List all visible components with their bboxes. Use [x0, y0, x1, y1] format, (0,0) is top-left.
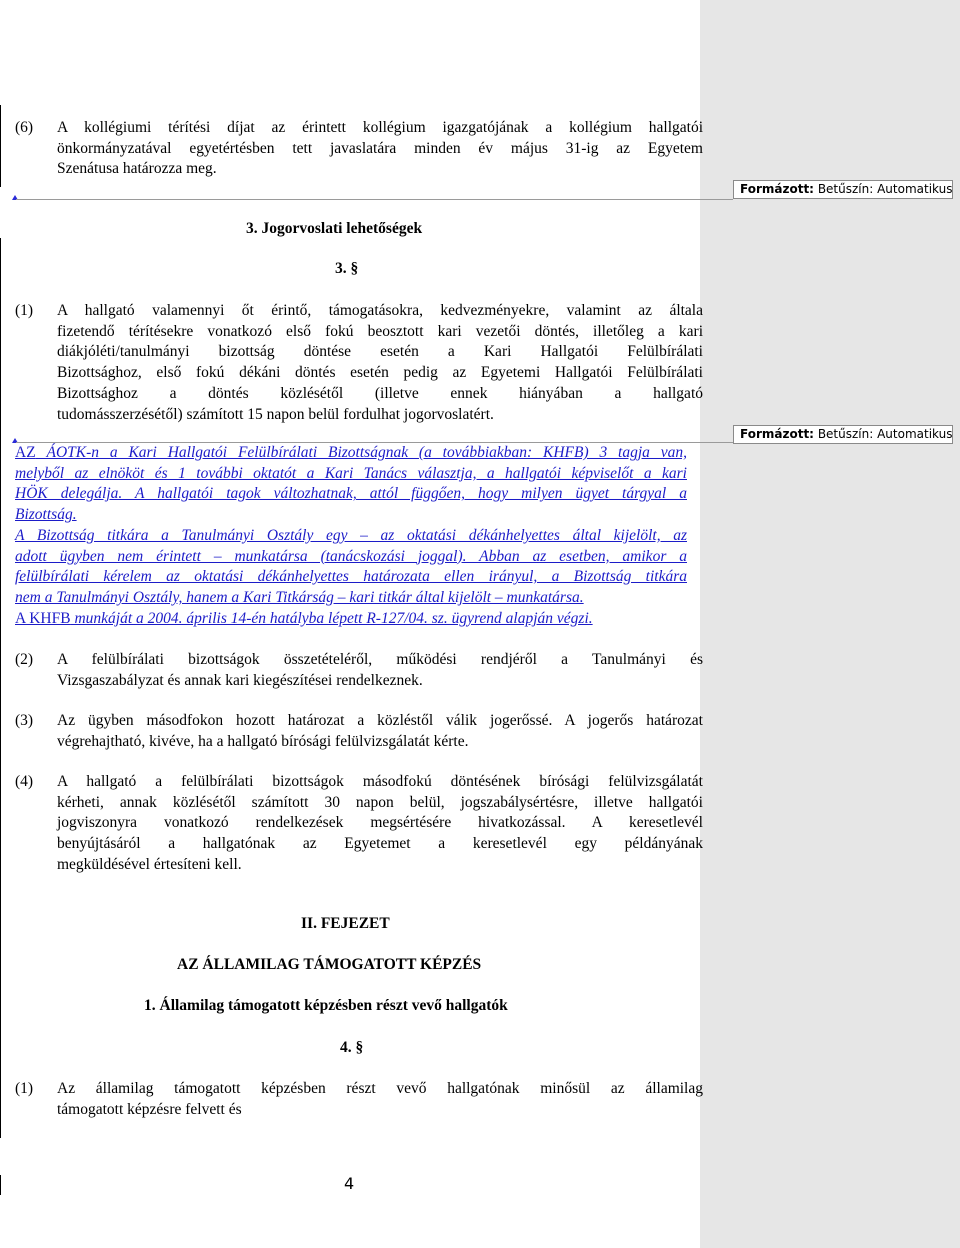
format-balloon[interactable]: [733, 425, 953, 444]
text-line: kérheti, annak közlésétől számított 30 napon belül, jogszabálysértésre, illetve hallgatói: [57, 793, 703, 811]
text-line: Bizottsághoz, első fokú dékáni döntés esetén pedig az Egyetemi Hallgatói Felülbírálati: [57, 364, 703, 382]
text-line: diákjóléti/tanulmányi bizottság döntése esetén a Kari Hallgatói Felülbírálati: [57, 343, 703, 361]
text-line: benyújtásáról a hallgatónak az Egyetemet a keresetlevél egy példányának: [57, 835, 703, 853]
inserted-line: adott ügyben nem érintett – munkatársa (tanácskozási joggal). Abban az esetben, amikor a: [15, 547, 687, 565]
balloon-value: Betűszín: Automatikus: [817, 182, 953, 196]
change-bar: [0, 1175, 1, 1195]
change-bar: [0, 238, 1, 1138]
change-bar: [0, 105, 1, 187]
inserted-line: felülbírálati kérelem az oktatási dékánhelyettes határozata ellen irányul, a Bizottság titkára: [15, 568, 687, 586]
chapter-title: AZ ÁLLAMILAG TÁMOGATOTT KÉPZÉS: [177, 956, 482, 973]
inserted-line: Bizottság.: [15, 506, 77, 524]
inserted-line: nem a Tanulmányi Osztály, hanem a Kari Titkárság – kari titkár által kijelölt – munkatársa.: [15, 588, 584, 606]
inserted-line: [15, 443, 687, 464]
inserted-line: melyből az elnököt és 1 további oktatót a Kari Tanács választja, a hallgatói képviselőt a kari: [15, 464, 687, 482]
balloon-value: Betűszín: Automatikus: [817, 427, 953, 441]
paragraph-number: (1): [15, 1080, 34, 1097]
text-line: támogatott képzésre felvett és: [57, 1100, 242, 1118]
subsection-title: 1. Államilag támogatott képzésben részt vevő hallgatók: [144, 997, 508, 1014]
text-line: A kollégiumi térítési díjat az érintett kollégium igazgatójának a kollégium hallgatói: [57, 119, 703, 136]
balloon-label: Formázott:: [740, 182, 814, 196]
inserted-line: [15, 609, 687, 630]
inserted-text: munkáját a 2004. április 14-én hatályba lépett R-127/04. sz. ügyrend alapján végzi.: [70, 609, 593, 627]
format-balloon[interactable]: [733, 180, 953, 199]
text-line: fizetendő térítésekre vonatkozó első fokú beosztott kari vezetői döntés, illetőleg a kari: [57, 322, 703, 340]
text-line: Az államilag támogatott képzésben részt vevő hallgatónak minősül az államilag: [57, 1080, 703, 1097]
balloon-label: Formázott:: [740, 427, 814, 441]
text-line: A hallgató a felülbírálati bizottságok másodfokú döntésének bírósági felülvizsgálatát: [57, 773, 703, 790]
text-line: végrehajtható, kivéve, ha a hallgató bírósági felülvizsgálatát kérte.: [57, 732, 469, 750]
inserted-line: HÖK delegálja. A hallgatói tagok változhatnak, attól függően, hogy milyen ügyet tárgyal a: [15, 485, 687, 503]
text-line: Bizottsághoz a döntés közlésétől (illetve ennek hiányában a hallgató: [57, 384, 703, 402]
balloon-connector: [16, 199, 733, 200]
page-number: 4: [344, 1174, 355, 1193]
inserted-line: A Bizottság titkára a Tanulmányi Osztály egy – az oktatási dékánhelyettes által kijelölt, az: [15, 526, 687, 544]
section-title: 3. Jogorvoslati lehetőségek: [246, 220, 423, 237]
text-line: megküldésével értesíteni kell.: [57, 855, 242, 873]
text-line: önkormányzatával egyetértésben tett javaslatára minden év május 31-ig az Egyetem: [57, 139, 703, 157]
text-line: A hallgató valamennyi őt érintő, támogatásokra, kedvezményekre, valamint az általa: [57, 302, 703, 319]
inserted-text-block: [15, 443, 687, 629]
paragraph-mark: 3. §: [335, 260, 359, 277]
paragraph-number: (2): [15, 651, 34, 668]
text-line: A felülbírálati bizottságok összetételéről, működési rendjéről a Tanulmányi és: [57, 651, 703, 668]
text-line: jogviszonyra vonatkozó rendelkezések megsértésére hivatkozással. A keresetlevél: [57, 814, 703, 832]
paragraph-number: (1): [15, 302, 34, 319]
paragraph-number: (4): [15, 773, 34, 790]
text-line: Vizsgaszabályzat és annak kari kiegészítései rendelkeznek.: [57, 671, 423, 689]
chapter-number: II. FEJEZET: [301, 915, 390, 932]
text-line: Szenátusa határozza meg.: [57, 160, 217, 178]
inserted-text: ÁOTK-n a Kari Hallgatói Felülbírálati Bizottságnak (a továbbiakban: KHFB) 3 tagja van,: [35, 444, 687, 461]
inserted-upright: AZ: [15, 444, 36, 461]
paragraph-mark: 4. §: [340, 1039, 364, 1056]
paragraph-number: (6): [15, 119, 34, 136]
paragraph-number: (3): [15, 712, 34, 729]
text-line: tudomásszerzésétől) számított 15 napon belül fordulhat jogorvoslatért.: [57, 405, 494, 423]
text-line: Az ügyben másodfokon hozott határozat a közléstől válik jogerőssé. A jogerős határozat: [57, 712, 703, 729]
inserted-upright: A KHFB: [15, 609, 71, 627]
